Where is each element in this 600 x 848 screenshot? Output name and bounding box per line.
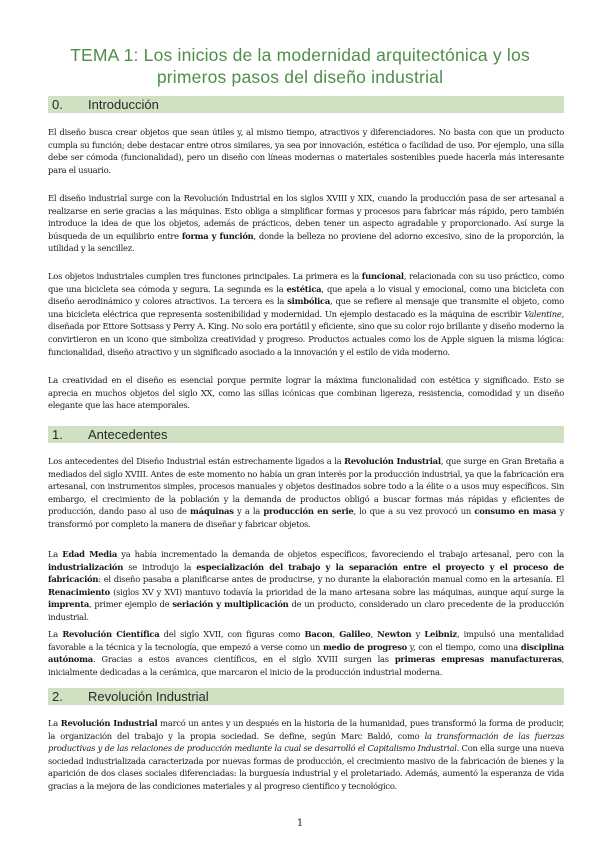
page-number: 1 <box>296 818 304 829</box>
intro-paragraph-1: El diseño busca crear objetos que sean útiles y, al mismo tiempo, atractivos y diferenciadores. No basta con que un producto cumpla su función; debe destacar entre otros similares, ya sea por innovación, estética o facilidad de uso. Por ejemplo, una silla debe ser cómoda (funcionalidad), pero un diseño con líneas modernas o materiales sostenibles puede hacerla más interesante para el usuario. <box>48 127 564 175</box>
intro-paragraph-3: Los objetos industriales cumplen tres funciones principales. La primera es la funcional, relacionada con su uso práctico, como que una bicicleta sea cómoda y segura. La segunda es la estética, que apela a lo visual y emocional, como una bicicleta con diseño aerodinámico y colores atractivos. La tercera es la simbólica, que se refiere al mensaje que transmite el objeto, como una bicicleta eléctrica que representa sostenibilidad y modernidad. Un ejemplo destacado es la máquina de escribir Valentine, diseñada por Ettore Sottsass y Perry A. King. No solo era portátil y eficiente, sino que su color rojo brillante y diseño moderno la convirtieron en un icono que simboliza creatividad y progreso. Productos actuales como los de Apple siguen la misma lógica: funcionalidad, diseño atractivo y un significado asociado a la innovación y el estilo de vida moderno. <box>48 271 564 357</box>
section-number: 2. <box>52 689 63 704</box>
antecedentes-paragraph-3: La Revolución Científica del siglo XVII, con figuras como Bacon, Galileo, Newton y Leibniz, impulsó una mentalidad favorable a la técnica y la tecnología, que empezó a verse como un medio de progreso y, con el tiempo, como una disciplina autónoma. Gracias a estos avances científicos, en el siglo XVIII surgen las primeras empresas manufactureras, inicialmente dedicadas a la cerámica, que marcaron el inicio de la producción industrial moderna. <box>48 629 565 677</box>
title-line-1: TEMA 1: Los inicios de la modernidad arquitectónica y los <box>70 45 530 65</box>
section-label: Revolución Industrial <box>88 689 209 704</box>
section-label: Introducción <box>88 97 159 112</box>
page-title <box>40 44 560 88</box>
title-line-2: primeros pasos del diseño industrial <box>156 67 444 87</box>
section-heading-antecedentes <box>48 426 564 443</box>
intro-paragraph-2: El diseño industrial surge con la Revolución Industrial en los siglos XVIII y XIX, cuando la producción pasa de ser artesanal a realizarse en serie gracias a las máquinas. Esto obliga a simplificar formas y procesos para fabricar más rápido, pero también introduce la idea de que los objetos, además de prácticos, deben tener un aspecto agradable y proporcionado. Así surge la búsqueda de un equilibrio entre forma y función, donde la belleza no proviene del adorno excesivo, sino de la proporción, la utilidad y la sencillez. <box>48 193 565 254</box>
section-number: 1. <box>52 427 63 442</box>
antecedentes-paragraph-1: Los antecedentes del Diseño Industrial están estrechamente ligados a la Revolución Industrial, que surge en Gran Bretaña a mediados del siglo XVIII. Antes de este momento no había un gran interés por la producción industrial, ya que la fabricación era artesanal, con instrumentos simples, procesos manuales y objetos destinados sobre todo a la élite o a usos muy específicos. Sin embargo, el crecimiento de la población y la demanda de productos obligó a buscar formas más rápidas y eficientes de producción, dando paso al uso de máquinas y a la producción en serie, lo que a su vez provocó un consumo en masa y transformó por completo la manera de diseñar y fabricar objetos. <box>48 456 564 529</box>
section-heading-introduccion <box>48 96 564 113</box>
section-heading-revolucion-industrial <box>48 688 564 705</box>
antecedentes-paragraph-2: La Edad Media ya había incrementado la demanda de objetos específicos, favoreciendo el trabajo artesanal, pero con la industrialización se introdujo la especialización del trabajo y la separación entre el proyecto y el proceso de fabricación: el diseño pasaba a planificarse antes de producirse, y no durante la elaboración manual como en la artesanía. El Renacimiento (siglos XV y XVI) mantuvo todavía la prioridad de la mano artesana sobre las máquinas, aunque aquí surge la imprenta, primer ejemplo de seriación y multiplicación de un producto, considerado un claro precedente de la producción industrial. <box>48 549 564 622</box>
intro-paragraph-4: La creatividad en el diseño es esencial porque permite lograr la máxima funcionalidad con estética y significado. Esto se aprecia en muchos objetos del siglo XX, como las sillas icónicas que combinan ligereza, resistencia, comodidad y un diseño elegante que las hace atemporales. <box>48 375 564 411</box>
section-number: 0. <box>52 97 63 112</box>
section-label: Antecedentes <box>88 427 168 442</box>
revolucion-paragraph-1: La Revolución Industrial marcó un antes y un después en la historia de la humanidad, pues transformó la forma de producir, la organización del trabajo y la propia sociedad. Se define, según Marc Baldó, como la transformación de las fuerzas productivas y de las relaciones de producción mediante la cual se desarrolló el Capitalismo Industrial. Con ella surge una nueva sociedad industrializada caracterizada por nuevas formas de producción, el crecimiento masivo de la fabricación de bienes y la aparición de dos clases sociales diferenciadas: la burguesía industrial y el proletariado. Además, aumentó la esperanza de vida gracias a la mejora de las condiciones materiales y al progreso científico y tecnológico. <box>48 718 565 791</box>
